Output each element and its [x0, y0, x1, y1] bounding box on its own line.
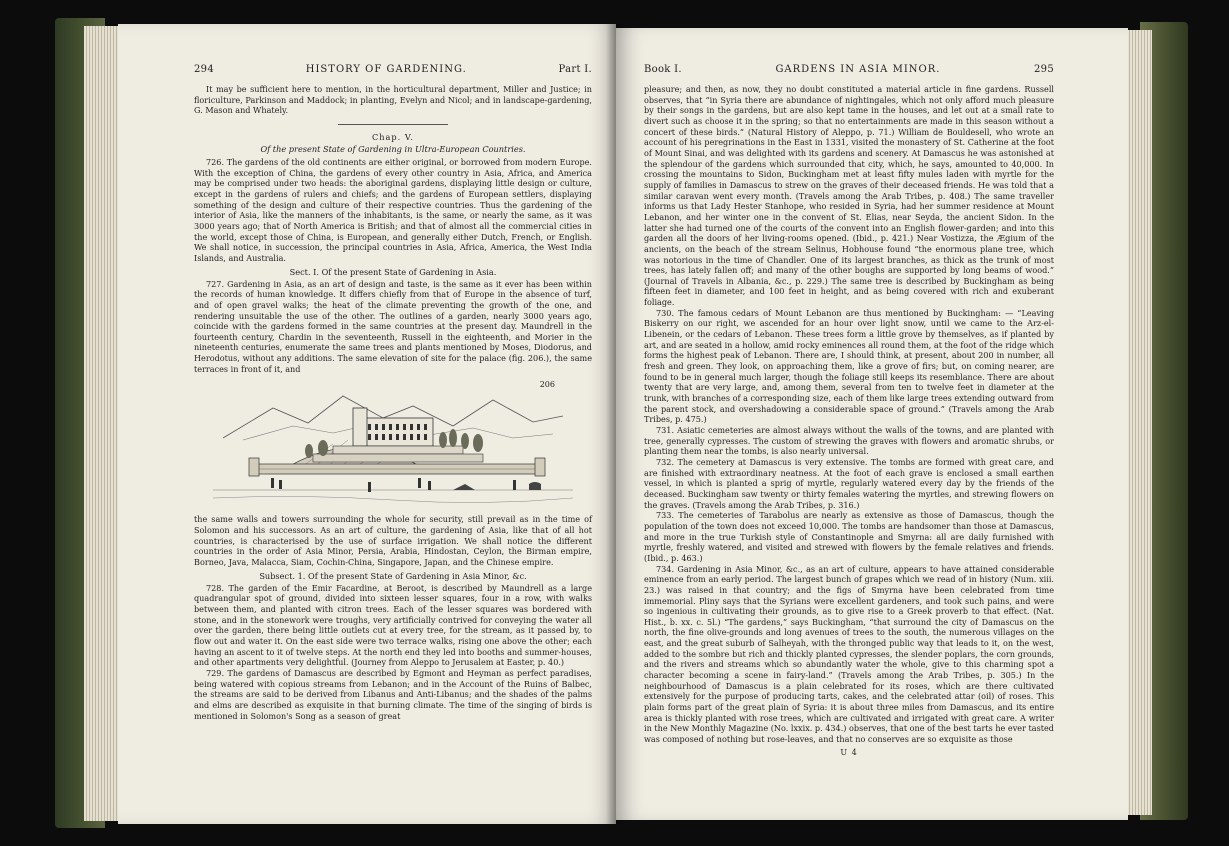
right-book-label: Book I. [644, 64, 682, 75]
paragraph-733: 733. The cemeteries of Tarabolus are nearly as extensive as those of Damascus, though the population of the town does not exceed 10,000. The tombs are handsomer than those at Damascus, and more in the true Turkish style of Constantinople and Smyrna: all are daily furnished with myrtle, freshly watered, and visited and strewed with flowers by the female relatives and friends. (Ibid., p. 463.) [644, 510, 1054, 563]
left-running-title: HISTORY OF GARDENING. [305, 64, 467, 75]
right-page-number: 295 [1034, 64, 1054, 75]
chapter-heading: Chap. V. [372, 131, 414, 142]
left-part-label: Part I. [558, 64, 592, 75]
chapter-rule [338, 124, 448, 125]
paragraph-730: 730. The famous cedars of Mount Lebanon are thus mentioned by Buckingham: — “Leaving Biskerry on our right, we ascended for an hour over light snow, until we came to the Arz-el-Libenein, or the cedars of Lebanon. These trees form a little grove by themselves, as if planted by art, and are seated in a hollow, amid rocky eminences all round them, at the foot of the ridge which forms the highest peak of Lebanon. There are, I should think, at present, about 200 in number, all fresh and green. They look, on approaching them, like a grove of firs; but, on coming nearer, are found to be in general much larger, though the foliage still keeps its resemblance. There are about twenty that are very large, and, among them, several from ten to twelve feet in diameter at the trunk, with branches of a corresponding size, each of them like large trees extending outward from the parent stock, and overshadowing a considerable space of ground.” (Travels among the Arab Tribes, p. 475.) [644, 307, 1054, 425]
page-edges-left [84, 26, 120, 821]
right-page-content [644, 64, 1054, 757]
intro-paragraph: It may be sufficient here to mention, in the horticultural department, Miller and Justice; in floriculture, Parkinson and Maddock; in planting, Evelyn and Nicol; and in landscape-gardening, G. Mason and Whately. [194, 84, 592, 116]
left-page-content [194, 64, 592, 721]
palace-garden-illustration [213, 378, 573, 510]
right-running-head [644, 64, 1054, 75]
paragraph-732: 732. The cemetery at Damascus is very extensive. The tombs are formed with great care, and are finished with extraordinary neatness. At the foot of each grave is enclosed a small earthen vessel, in which is planted a sprig of myrtle, regularly watered every day by the friends of the deceased. Buckingham saw twenty or thirty females watering the myrtles, and strewing flowers on the graves. (Travels among the Arab Tribes, p. 316.) [644, 456, 1054, 510]
chapter-subtitle: Of the present State of Gardening in Ultra-European Countries. [260, 143, 526, 154]
paragraph-727: 727. Gardening in Asia, as an art of design and taste, is the same as it ever has been within the records of human knowledge. It differs chiefly from that of Europe in the absence of turf, and of open gravel walks; the heat of the climate preventing the growth of the one, and rendering unsuitable the use of the other. The outlines of a garden, nearly 3000 years ago, coincide with the gardens formed in the same countries at the present day. Maundrell in the fourteenth century, Chardin in the seventeenth, Russell in the eighteenth, and Morier in the nineteenth centuries, enumerate the same trees and plants mentioned by Moses, Diodorus, and Herodotus, without any additions. The same elevation of site for the palace (fig. 206.), the same terraces in front of it, and [194, 278, 592, 374]
paragraph-734: 734. Gardening in Asia Minor, &c., as an art of culture, appears to have attained considerable eminence from an early period. The largest bunch of grapes which we read of in history (Num. xiii. 23.) was raised in that country; and the figs of Smyrna have been celebrated from time immemorial. Pliny says that the Syrians were excellent gardeners, and took such pains, and were so ingenious in cultivating their grounds, as to give rise to a Greek proverb to that effect. (Nat. Hist., b. xx. c. 5l.) “The gardens,” says Buckingham, “that surround the city of Damascus on the north, the fine olive-grounds and long avenues of trees to the south, the numerous villages on the east, and the great suburb of Salheyah, with the thronged public way that leads to it, on the west, added to the sombre but rich and thickly planted cypresses, the slender poplars, the corn grounds, and the rivers and streams which so abundantly water the whole, give to this charming spot a character becoming a scene in fairy-land.” (Travels among the Arab Tribes, p. 305.) In the neighbourhood of Damascus is a plain celebrated for its roses, which are there cultivated extensively for the purpose of producing tarts, cakes, and the celebrated attar (oil) of roses. This plain forms part of the great plain of Syria: it is about three miles from Damascus, and its entire area is thickly planted with rose trees, which are cultivated and irrigated with great care. A writer in the New Monthly Magazine (No. lxxix. p. 434.) observes, that one of the best tarts he ever tasted was composed of nothing but rose-leaves, and that no conserves are so exquisite as those [644, 563, 1054, 745]
left-running-head [194, 64, 592, 75]
figure-206-engraving [213, 378, 573, 510]
subsection-heading: Subsect. 1. Of the present State of Gardening in Asia Minor, &c. [259, 570, 527, 581]
paragraph-726: 726. The gardens of the old continents are either original, or borrowed from modern Europe. With the exception of China, the gardens of every other country in Asia, Africa, and America may be comprised under two heads: the aboriginal gardens, displaying little design or culture, except in the gardens of rulers and chiefs; and the gardens of European settlers, displaying something of the design and culture of their respective countries. Thus the gardening of the interior of Asia, like the manners of the inhabitants, is the same, or nearly the same, as it was 3000 years ago; that of North America is British; and that of almost all the commercial cities in the world, except those of China, is European, and generally either Dutch, French, or English. We shall notice, in succession, the principal countries in Asia, Africa, America, the West India Islands, and Australia. [194, 156, 592, 263]
section-heading: Sect. I. Of the present State of Gardening in Asia. [289, 266, 497, 277]
paragraph-731: 731. Asiatic cemeteries are almost always without the walls of the towns, and are planted with tree, generally cypresses. The custom of strewing the graves with flowers and aromatic shrubs, or planting them near the tombs, is also nearly universal. [644, 425, 1054, 457]
paragraph-729-continued: pleasure; and then, as now, they no doubt constituted a material article in fine gardens. Russell observes, that “in Syria there are abundance of nightingales, which not only afford much pleasure by their songs in the gardens, but are also kept tame in the houses, and let out at a small rate to divert such as choose it in the spring; so that no entertainments are made in this season without a concert of these birds.” (Natural History of Aleppo, p. 71.) William de Bouldesell, who wrote an account of his peregrinations in the East in 1331, visited the monastery of St. Catherine at the foot of Mount Sinai, and was delighted with its gardens and scenery. At Damascus he was astonished at the splendour of the gardens which surrounded that city, which, he says, amounted to 40,000. In crossing the mountains to Sidon, Buckingham met at least fifty mules laden with myrtle for the supply of families in Damascus to strew on the graves of their deceased friends. He was told that a similar caravan went every month. (Travels among the Arab Tribes, p. 408.) The same traveller informs us that Lady Hester Stanhope, who resided in Syria, had her summer residence at Mount Lebanon, and her winter one in the convent of St. Elias, near Seyda, the ancient Sidon. In the latter she had turned one of the courts of the convent into an English flower-garden; and into this garden all the doors of her living-rooms opened. (Ibid., p. 421.) Near Vostizza, the Ægium of the ancients, on the beach of the stream Selinus, Hobhouse found “the enormous plane tree, which was notorious in the time of Chandler. One of its largest branches, as thick as the trunk of most trees, has lately fallen off; and many of the other boughs are supported by long beams of wood.” (Journal of Travels in Albania, &c., p. 229.) The same tree is described by Buckingham as being fifteen feet in diameter, and 100 feet in height, and as being covered with rich and exuberant foliage. [644, 84, 1054, 308]
right-running-title: GARDENS IN ASIA MINOR. [775, 64, 941, 75]
figure-number: 206 [539, 380, 555, 390]
signature-mark: U 4 [840, 747, 858, 757]
left-page-number: 294 [194, 64, 214, 75]
paragraph-729: 729. The gardens of Damascus are described by Egmont and Heyman as perfect paradises, being watered with copious streams from Lebanon; and in the Account of the Ruins of Balbec, the streams are said to be derived from Libanus and Anti-Libanus; and the shades of the palms and elms are described as exquisite in that burning climate. The time of the singing of birds is mentioned in Solomon's Song as a season of great [194, 667, 592, 721]
paragraph-728: 728. The garden of the Emir Facardine, at Beroot, is described by Maundrell as a large quadrangular spot of ground, divided into sixteen lesser squares, four in a row, with walks between them, and planted with citron trees. Each of the lesser squares was bordered with stone, and in the stonework were troughs, very artificially contrived for conveying the water all over the garden, there being little outlets cut at every tree, for the stream, as it passed by, to flow out and water it. On the east side were two terrace walks, rising one above the other; each having an ascent to it of twelve steps. At the north end they led into booths and summer-houses, and other apartments very delightful. (Journey from Aleppo to Jerusalem at Easter, p. 40.) [194, 582, 592, 668]
page-edges-right [1126, 30, 1152, 815]
right-page [616, 28, 1128, 820]
left-page [118, 24, 616, 824]
paragraph-727-continued: the same walls and towers surrounding the whole for security, still prevail as in the time of Solomon and his successors. As an art of culture, the gardening of Asia, like that of all hot countries, is characterised by the use of surface irrigation. We shall notice the different countries in the order of Asia Minor, Persia, Arabia, Hindostan, Ceylon, the Birman empire, Borneo, Java, Malacca, Siam, Cochin-China, Singapore, Japan, and the Chinese empire. [194, 514, 592, 568]
